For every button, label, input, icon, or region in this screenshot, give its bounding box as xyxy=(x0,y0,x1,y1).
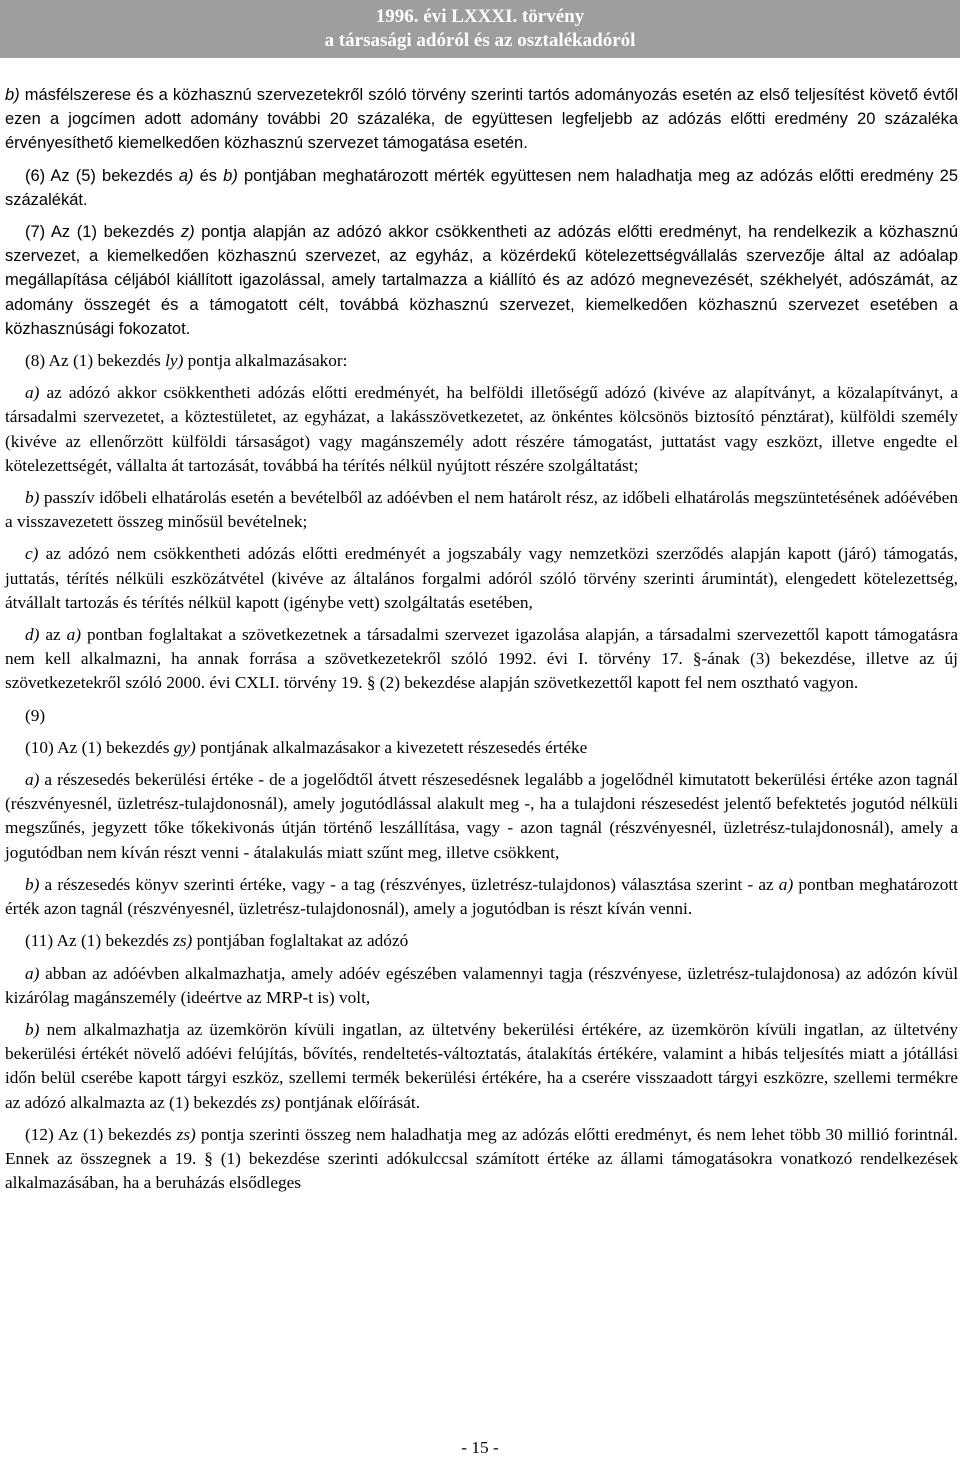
paragraph-8: (8) Az (1) bekezdés ly) pontja alkalmazásakor: xyxy=(25,351,348,371)
header-title-line2: a társasági adóról és az osztalékadóról xyxy=(324,30,636,51)
paragraph-8d: d) az a) pontban foglaltakat a szövetkezetnek a társadalmi szervezet igazolása alapján, a társadalmi szervezettől kapott támogatásra nem kell alkalmazni, ha annak forrása a szövetkezetekről szóló 1992. évi I. törvény 17. §-ának (3) bekezdése, illetve az új szövetkezetekről szóló 2000. évi CXLI. törvény 19. § (2) bekezdése alapján szövetkezettől kapott fel nem osztható vagyon. xyxy=(5,625,959,693)
paragraph-10a: a) a részesedés bekerülési értéke - de a jogelődtől átvett részesedésnek legalább a jogelődnél kimutatott bekerülési értéke azon tagnál (részvényesnél, üzletrész-tulajdonosnál), amely jogutódlással alakult meg -, ha a tulajdoni részesedést jelentő befektetés jogutód nélküli megszűnés, jegyzett tőke tőkekivonás útján történő leszállítása, vagy - azon tagnál (részvényesnél, üzletrész-tulajdonosnál), amely a jogutódban nem kíván részt venni - átalakulás miatt szűnt meg, illetve csökkent, xyxy=(5,770,958,862)
paragraph-8c: c) az adózó nem csökkentheti adózás előtti eredményét a jogszabály vagy nemzetközi szerződés alapján kapott (járó) támogatás, juttatás, térítés nélküli eszközátvétel (kivéve az általános forgalmi adóról szóló törvény szerinti árumintát), elengedett kötelezettség, átvállalt tartozás és térítés nélkül kapott (igénybe vett) szolgáltatás esetében, xyxy=(5,544,958,612)
paragraph-8a: a) az adózó akkor csökkentheti adózás előtti eredményét, ha belföldi illetőségű adózó (kivéve az alapítványt, a közalapítványt, a társadalmi szervezetet, a köztestületet, az egyházat, a lakásszövetkezetet, az önkéntes kölcsönös biztosító pénztárat), külföldi személy (kivéve az ellenőrzött külföldi társaságot) vagy magánszemély adott részére támogatást, juttatást vagy eszközt, illetve engedte el kötelezettségét, vállalta át tartozását, továbbá ha térítés nélkül nyújtott részére szolgáltatást; xyxy=(5,383,958,475)
paragraph-10: (10) Az (1) bekezdés gy) pontjának alkalmazásakor a kivezetett részesedés értéke xyxy=(25,737,588,757)
paragraph-11a: a) abban az adóévben alkalmazhatja, amely adóév egészében valamennyi tagja (részvényese, üzletrész-tulajdonosa) az adózón kívül kizárólag magánszemély (ideértve az MRP-t is) volt, xyxy=(5,963,958,1007)
paragraph-12: (12) Az (1) bekezdés zs) pontja szerinti összeg nem haladhatja meg az adózás előtti eredményt, és nem lehet több 30 millió forintnál. Ennek az összegnek a 19. § (1) bekezdése szerinti adókulccsal számított értéke az állami támogatásokra vonatkozó rendelkezések alkalmazásában, ha a beruházás elsődleges xyxy=(5,1124,958,1193)
paragraph-9: (9) xyxy=(25,705,46,725)
paragraph-7: (7) Az (1) bekezdés z) pontja alapján az adózó akkor csökkentheti az adózás előtti eredményt, ha rendelkezik a közhasznú szervezet, a kiemelkedően közhasznú szervezet, az egyház, a közérdekű kötelezettségvállalás szervezője által az adóalap megállapítása céljából kiállított igazolással, amely tartalmazza a kiállító és az adózó megnevezését, székhelyét, adószámát, az adomány összegét és a támogatott célt, továbbá közhasznú szervezet, kiemelkedően közhasznú szervezet esetében a közhasznúsági fokozatot. xyxy=(5,223,958,338)
page-number: - 15 - xyxy=(461,1438,499,1457)
paragraph-10b: b) a részesedés könyv szerinti értéke, vagy - a tag (részvényes, üzletrész-tulajdonos) választása szerint - az a) pontban meghatározott érték azon tagnál (részvényesnél, üzletrész-tulajdonosnál), amely a jogutódban is részt kíván venni. xyxy=(5,874,958,919)
paragraph-5b-continuation: b) másfélszerese és a közhasznú szervezetekről szóló törvény szerinti tartós adományozás esetén az első teljesítést követő évtől ezen a jogcímen adott adomány további 20 százaléka, de együttesen legfeljebb az adózás előtti eredmény 20 százaléka érvényesíthető kiemelkedően közhasznú szervezet támogatása esetén. xyxy=(5,86,958,153)
paragraph-11: (11) Az (1) bekezdés zs) pontjában foglaltakat az adózó xyxy=(25,931,409,951)
paragraph-11b: b) nem alkalmazhatja az üzemkörön kívüli ingatlan, az ültetvény bekerülési értékére, az üzemkörön kívüli ingatlan, az ültetvény bekerülési értékét növelő adóévi felújítás, bővítés, rendeltetés-változtatás, átalakítás értékére, valamint a hibás teljesítés miatt a jótállási időn belül cserébe kapott tárgyi eszköz, szellemi termék bekerülési értékére, ha a cserére visszaadott tárgyi eszközre, szellemi termékre az adózó alkalmazta az (1) bekezdés zs) pontjának előírását. xyxy=(5,1019,958,1112)
page-header xyxy=(0,0,960,58)
paragraph-6: (6) Az (5) bekezdés a) és b) pontjában meghatározott mérték együttesen nem haladhatja meg az adózás előtti eredmény 25 százalékát. xyxy=(5,166,958,209)
header-title-line1: 1996. évi LXXXI. törvény xyxy=(375,6,585,27)
paragraph-8b: b) passzív időbeli elhatárolás esetén a bevételből az adóévben el nem határolt rész, az időbeli elhatárolás megszüntetésének adóévében a visszavezetett összeg minősül bevételnek; xyxy=(5,488,958,532)
document-body xyxy=(5,83,958,1195)
